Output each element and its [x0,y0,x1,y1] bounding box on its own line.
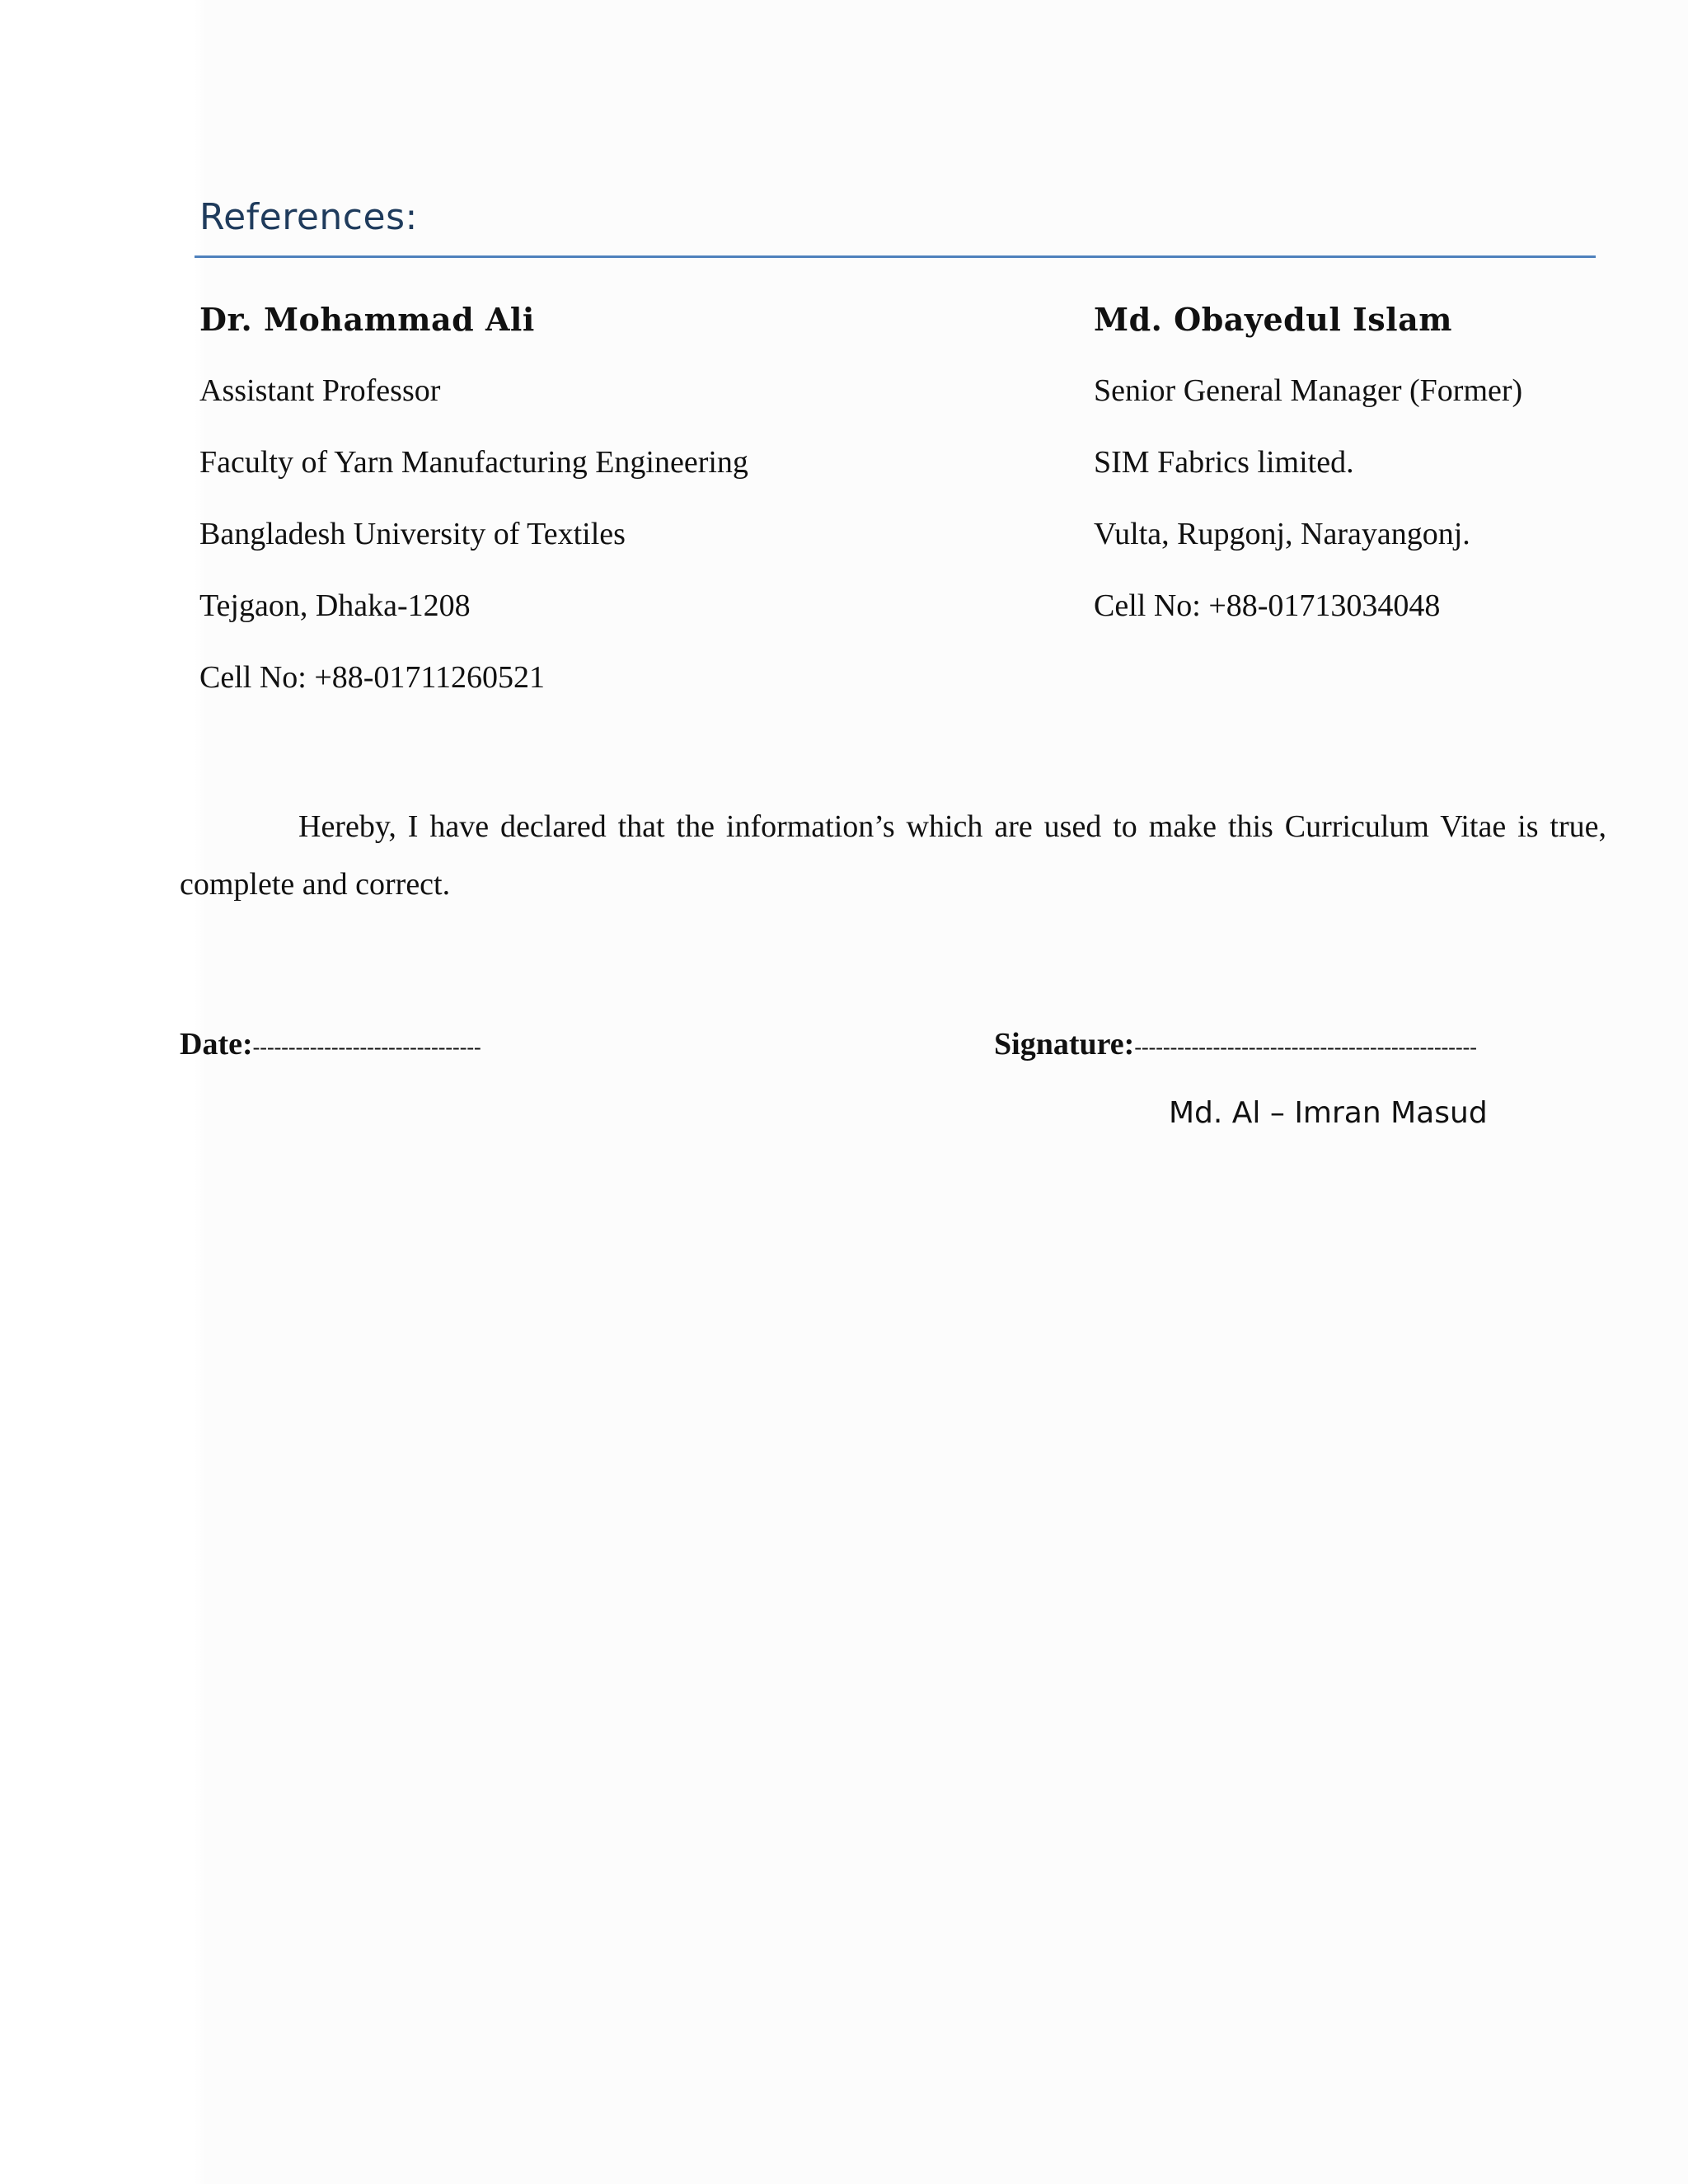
reference-address: Tejgaon, Dhaka-1208 [199,588,471,623]
reference-title: Senior General Manager (Former) [1094,373,1523,408]
reference-title: Assistant Professor [199,373,441,408]
signature-line [994,1026,1477,1062]
signature-label: Signature: [994,1027,1135,1062]
declaration-paragraph: Hereby, I have declared that the information’s which are used to make this Curriculum Vitae is true, complete and correct. [180,809,1606,902]
signature-blank: ------------------------------------------------ [1134,1035,1477,1059]
reference-2 [1094,293,1522,621]
date-line [180,1026,481,1062]
reference-phone: Cell No: +88-01711260521 [199,660,546,695]
reference-company: SIM Fabrics limited. [1094,445,1354,480]
reference-name: Dr. Mohammad Ali [199,301,535,338]
signer-name: Md. Al – Imran Masud [1169,1096,1488,1130]
reference-department: Faculty of Yarn Manufacturing Engineering [199,445,748,480]
date-blank: -------------------------------- [252,1035,481,1059]
reference-phone: Cell No: +88-01713034048 [1094,588,1441,623]
reference-address: Vulta, Rupgonj, Narayangonj. [1094,517,1470,551]
references-heading: References: [199,196,418,238]
reference-1 [199,293,748,693]
reference-institution: Bangladesh University of Textiles [199,517,626,551]
date-label: Date: [180,1027,253,1062]
reference-name: Md. Obayedul Islam [1094,301,1452,338]
heading-divider [195,255,1596,258]
